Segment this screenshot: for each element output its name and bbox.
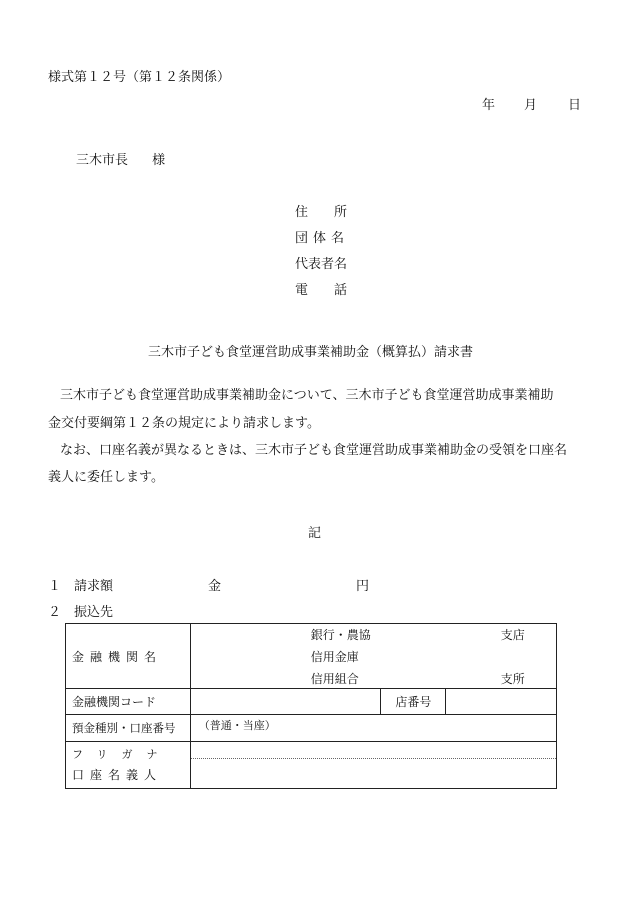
body-line-2: 金交付要綱第１２条の規定により請求します。	[48, 416, 320, 431]
type-shinkumi: 信用組合	[310, 672, 359, 686]
type-bank-agri: 銀行・農協	[310, 628, 371, 642]
branch-no-label-cell	[381, 689, 446, 715]
item-1-kin: 金	[208, 579, 222, 594]
addressee-honorific: 様	[152, 153, 166, 168]
applicant-address-label: 住 所	[295, 205, 348, 220]
holder-value[interactable]	[191, 759, 556, 788]
code-label-cell	[66, 689, 191, 715]
form-number: 様式第１２号（第１２条関係）	[48, 70, 231, 85]
date-day: 日	[568, 98, 582, 113]
institution-value-cell[interactable]	[190, 624, 556, 689]
furigana-value[interactable]	[191, 742, 556, 759]
date-month: 月	[524, 98, 538, 113]
date-line	[482, 94, 582, 113]
date-year: 年	[482, 98, 496, 113]
ki-mark: 記	[308, 526, 322, 541]
item-1-number: １	[48, 579, 62, 594]
item-2-label: 振込先	[74, 605, 114, 620]
item-1-yen: 円	[356, 579, 370, 594]
account-value-cell[interactable]	[190, 715, 556, 742]
item-1-label: 請求額	[74, 579, 114, 594]
account-label-cell	[66, 715, 191, 742]
code-label: 金融機関コード	[72, 695, 157, 709]
holder-value-cell[interactable]	[190, 742, 556, 789]
item-2-number: ２	[48, 605, 62, 620]
table-row	[66, 689, 557, 715]
type-shinkin: 信用金庫	[310, 650, 359, 664]
account-type-label: 預金種別・口座番号	[72, 721, 176, 735]
account-type-options: （普通・当座）	[198, 719, 276, 732]
table-row	[66, 742, 557, 789]
holder-label: 口座名義人	[72, 768, 163, 782]
institution-label-cell	[66, 624, 191, 689]
branch-office-suffix: 支所	[500, 672, 525, 686]
body-line-3: なお、口座名義が異なるときは、三木市子ども食堂運営助成事業補助金の受領を口座名	[60, 443, 568, 458]
institution-label: 金融機関名	[72, 649, 163, 664]
bank-account-table	[65, 623, 557, 789]
addressee-name: 三木市長	[76, 153, 129, 168]
branch-suffix: 支店	[500, 628, 525, 642]
body-line-1: 三木市子ども食堂運営助成事業補助金について、三木市子ども食堂運営助成事業補助	[60, 388, 554, 403]
body-line-4: 義人に委任します。	[48, 470, 164, 485]
applicant-org-label: 団体名	[295, 231, 350, 246]
table-row	[66, 715, 557, 742]
document-title: 三木市子ども食堂運営助成事業補助金（概算払）請求書	[148, 345, 474, 360]
applicant-phone-label: 電 話	[295, 283, 348, 298]
code-value-cell[interactable]	[190, 689, 381, 715]
branch-no-label: 店番号	[395, 695, 432, 709]
holder-label-cell	[66, 742, 191, 789]
branch-no-value-cell[interactable]	[446, 689, 557, 715]
addressee	[76, 149, 165, 168]
applicant-rep-label: 代表者名	[295, 257, 348, 272]
table-row	[66, 624, 557, 689]
furigana-label: フリガナ	[72, 748, 172, 761]
